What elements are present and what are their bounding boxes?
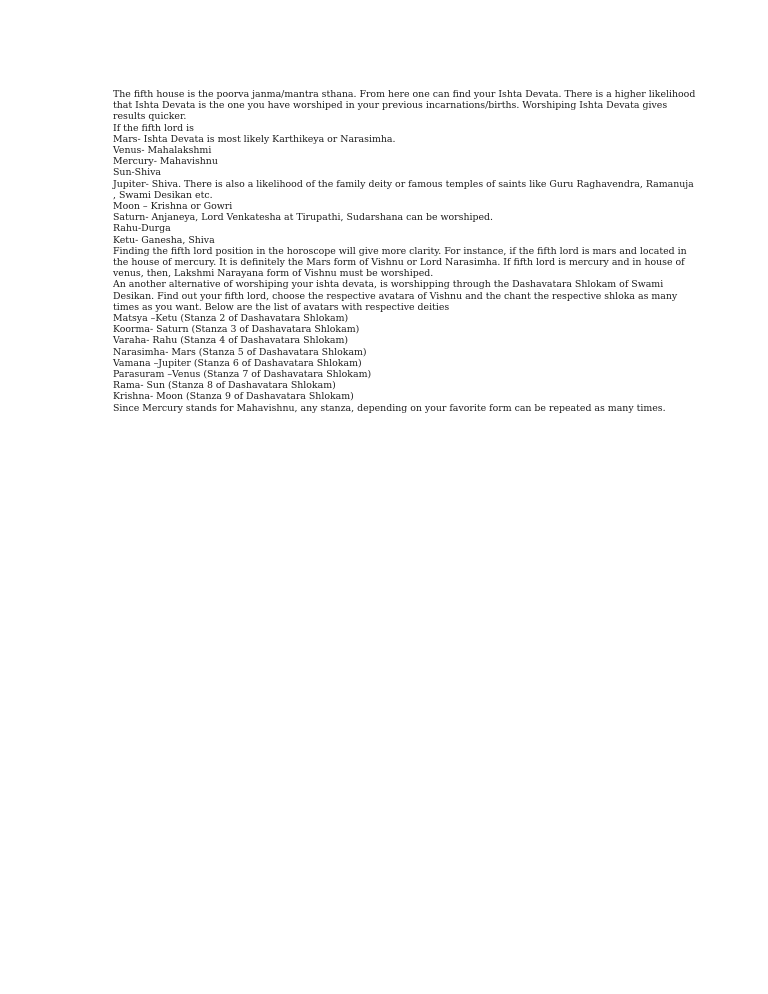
text-line-7: Mercury- Mahavishnu (113, 156, 218, 168)
text-line-14: Ketu- Ganesha, Shiva (113, 234, 215, 246)
text-line-13: Rahu-Durga (113, 223, 171, 235)
text-line-23: Varaha- Rahu (Stanza 4 of Dashavatara Shlokam) (113, 335, 349, 347)
text-line-9: Jupiter- Shiva. There is also a likelihood of the family deity or famous temples of saints like Guru Raghavendra, Ramanuja (113, 178, 694, 190)
text-line-4: If the fifth lord is (113, 122, 194, 134)
text-line-11: Moon – Krishna or Gowri (113, 201, 233, 213)
text-line-26: Parasuram –Venus (Stanza 7 of Dashavatara Shlokam) (113, 369, 372, 381)
text-line-3: results quicker. (113, 111, 187, 123)
text-line-25: Vamana –Jupiter (Stanza 6 of Dashavatara Shlokam) (113, 357, 362, 369)
text-line-5: Mars- Ishta Devata is most likely Karthikeya or Narasimha. (113, 133, 396, 145)
text-line-29: Since Mercury stands for Mahavishnu, any stanza, depending on your favorite form can be repeated as many times. (113, 402, 666, 414)
text-line-15: Finding the fifth lord position in the horoscope will give more clarity. For instance, if the fifth lord is mars and located in (113, 245, 687, 257)
text-line-17: venus, then, Lakshmi Narayana form of Vishnu must be worshiped. (113, 268, 434, 280)
text-line-20: times as you want. Below are the list of avatars with respective deities (113, 301, 450, 313)
text-line-8: Sun-Shiva (113, 167, 162, 179)
text-line-22: Koorma- Saturn (Stanza 3 of Dashavatara Shlokam) (113, 324, 360, 336)
text-line-18: An another alternative of worshiping your ishta devata, is worshipping through the Dashavatara Shlokam of Swami (113, 279, 664, 291)
text-line-24: Narasimha- Mars (Stanza 5 of Dashavatara Shlokam) (113, 346, 367, 358)
text-line-27: Rama- Sun (Stanza 8 of Dashavatara Shlokam) (113, 380, 336, 392)
document-body (113, 89, 696, 414)
text-line-10: , Swami Desikan etc. (113, 189, 213, 201)
text-line-12: Saturn- Anjaneya, Lord Venkatesha at Tirupathi, Sudarshana can be worshiped. (113, 212, 494, 224)
text-line-16: the house of mercury. It is definitely the Mars form of Vishnu or Lord Narasimha. If fifth lord is mercury and in house of (113, 257, 685, 269)
text-line-1: The fifth house is the poorva janma/mantra sthana. From here one can find your Ishta Devata. There is a higher likelihood (113, 89, 696, 100)
text-line-21: Matsya –Ketu (Stanza 2 of Dashavatara Shlokam) (113, 313, 349, 325)
text-line-28: Krishna- Moon (Stanza 9 of Dashavatara Shlokam) (113, 391, 354, 403)
text-line-6: Venus- Mahalakshmi (113, 145, 212, 157)
text-line-19: Desikan. Find out your fifth lord, choose the respective avatara of Vishnu and the chant the respective shloka as many (113, 290, 678, 302)
text-line-2: that Ishta Devata is the one you have worshiped in your previous incarnations/births. Worshiping Ishta Devata gives (113, 100, 668, 112)
